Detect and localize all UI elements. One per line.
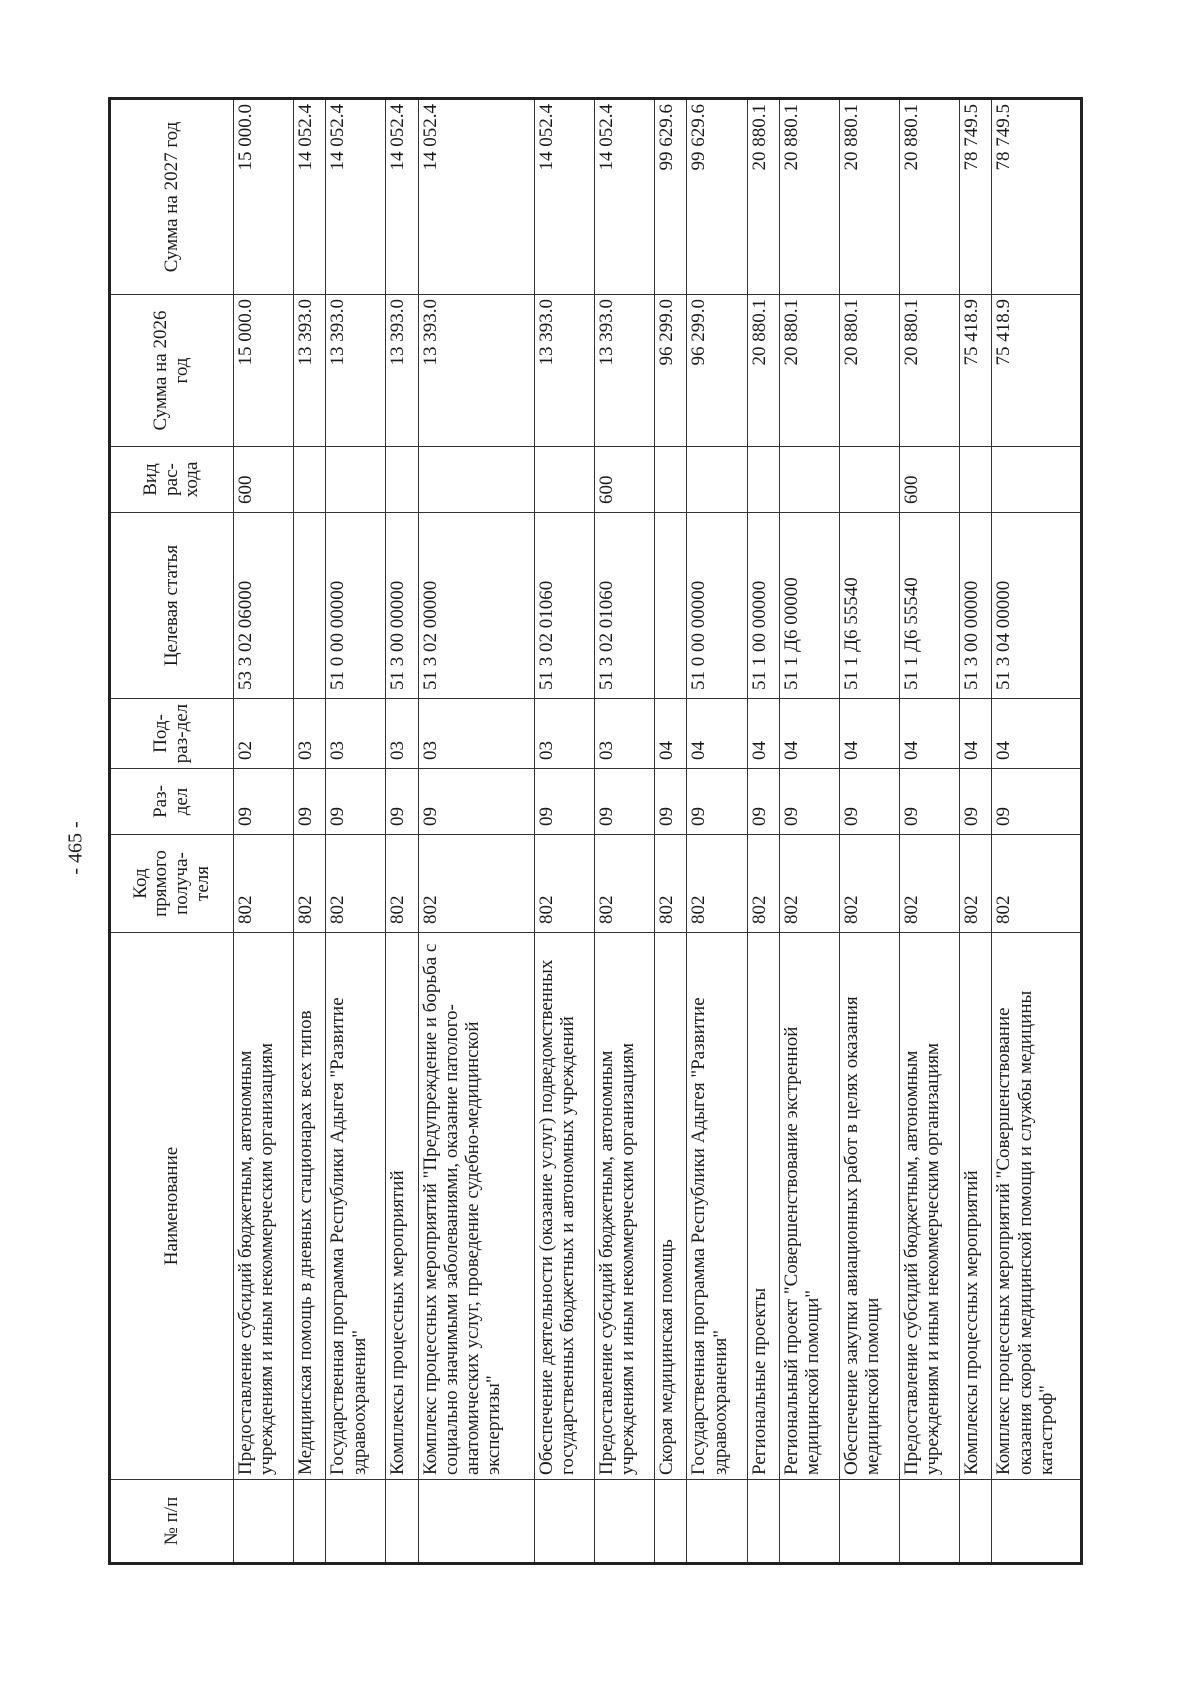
cell-podrazdel: 04 [779,699,839,769]
cell-razdel: 09 [386,769,418,835]
header-vid: Вид рас-хода [110,447,234,513]
cell-vid [992,447,1082,513]
table-row [655,99,687,1564]
cell-razdel: 09 [747,769,779,835]
header-num: № п/п [110,1480,234,1564]
cell-name: Обеспечение закупки авиационных работ в целях оказания медицинской помощи [839,933,899,1480]
cell-vid [326,447,386,513]
cell-sum2026: 13 393.0 [326,295,386,447]
cell-sum2027: 20 880.1 [839,99,899,295]
cell-podrazdel: 03 [294,699,326,769]
cell-sum2026: 20 880.1 [779,295,839,447]
cell-sum2027: 78 749.5 [992,99,1082,295]
cell-sum2027: 20 880.1 [779,99,839,295]
cell-sum2027: 14 052.4 [326,99,386,295]
cell-name: Скорая медицинская помощь [655,933,687,1480]
cell-target: 51 3 02 00000 [418,513,534,699]
cell-code: 802 [386,835,418,933]
cell-num [747,1480,779,1564]
cell-sum2026: 13 393.0 [294,295,326,447]
cell-num [655,1480,687,1564]
table-row [687,99,747,1564]
cell-code: 802 [747,835,779,933]
cell-sum2027: 20 880.1 [900,99,960,295]
cell-vid: 600 [234,447,294,513]
cell-code: 802 [960,835,992,933]
cell-sum2026: 75 418.9 [992,295,1082,447]
cell-sum2026: 13 393.0 [418,295,534,447]
cell-razdel: 09 [779,769,839,835]
cell-num [839,1480,899,1564]
cell-vid [386,447,418,513]
cell-sum2027: 14 052.4 [595,99,655,295]
cell-podrazdel: 04 [900,699,960,769]
cell-razdel: 09 [326,769,386,835]
cell-razdel: 09 [534,769,594,835]
table-row [747,99,779,1564]
cell-code: 802 [839,835,899,933]
cell-code: 802 [779,835,839,933]
cell-podrazdel: 02 [234,699,294,769]
cell-vid: 600 [900,447,960,513]
cell-code: 802 [234,835,294,933]
cell-sum2026: 15 000.0 [234,295,294,447]
cell-target: 51 1 00 00000 [747,513,779,699]
cell-vid [960,447,992,513]
table-row [294,99,326,1564]
cell-razdel: 09 [595,769,655,835]
cell-razdel: 09 [655,769,687,835]
cell-razdel: 09 [234,769,294,835]
cell-code: 802 [655,835,687,933]
cell-podrazdel: 03 [595,699,655,769]
cell-vid [534,447,594,513]
cell-num [992,1480,1082,1564]
cell-target [655,513,687,699]
cell-target: 53 3 02 06000 [234,513,294,699]
cell-name: Предоставление субсидий бюджетным, автономным учреждениям и иным некоммерческим организациям [900,933,960,1480]
cell-name: Государственная программа Республики Адыгея "Развитие здравоохранения" [687,933,747,1480]
cell-target: 51 1 Д6 00000 [779,513,839,699]
cell-podrazdel: 04 [960,699,992,769]
page-number: - 465 - [64,821,87,875]
cell-sum2026: 96 299.0 [687,295,747,447]
header-code: Код прямого получа-теля [110,835,234,933]
cell-podrazdel: 04 [992,699,1082,769]
cell-name: Обеспечение деятельности (оказание услуг) подведомственных государственных бюджетных и автономных учреждений [534,933,594,1480]
table-body [234,99,1082,1564]
budget-table-container [108,100,1083,1565]
cell-sum2026: 13 393.0 [386,295,418,447]
header-name: Наименование [110,933,234,1480]
cell-razdel: 09 [294,769,326,835]
cell-target: 51 3 02 01060 [595,513,655,699]
cell-podrazdel: 04 [687,699,747,769]
cell-num [534,1480,594,1564]
table-row [960,99,992,1564]
table-row [900,99,960,1564]
table-row [779,99,839,1564]
cell-sum2026: 75 418.9 [960,295,992,447]
cell-num [294,1480,326,1564]
cell-sum2027: 99 629.6 [655,99,687,295]
cell-sum2026: 13 393.0 [534,295,594,447]
cell-razdel: 09 [960,769,992,835]
cell-target [294,513,326,699]
table-row [234,99,294,1564]
header-razdel: Раз-дел [110,769,234,835]
cell-sum2027: 20 880.1 [747,99,779,295]
cell-razdel: 09 [839,769,899,835]
cell-num [418,1480,534,1564]
cell-num [234,1480,294,1564]
header-podrazdel: Под-раз-дел [110,699,234,769]
cell-num [595,1480,655,1564]
header-sum2026: Сумма на 2026 год [110,295,234,447]
cell-target: 51 1 Д6 55540 [900,513,960,699]
table-row [595,99,655,1564]
cell-code: 802 [900,835,960,933]
cell-razdel: 09 [992,769,1082,835]
cell-podrazdel: 04 [655,699,687,769]
cell-sum2027: 15 000.0 [234,99,294,295]
cell-target: 51 3 00 00000 [960,513,992,699]
cell-podrazdel: 03 [418,699,534,769]
cell-num [900,1480,960,1564]
cell-target: 51 3 02 01060 [534,513,594,699]
cell-code: 802 [992,835,1082,933]
cell-target: 51 1 Д6 55540 [839,513,899,699]
table-header-row [110,99,234,1564]
cell-sum2027: 14 052.4 [386,99,418,295]
cell-name: Региональные проекты [747,933,779,1480]
table-row [326,99,386,1564]
budget-table [108,97,1083,1565]
cell-vid [655,447,687,513]
cell-vid [418,447,534,513]
cell-name: Комплексы процессных мероприятий [386,933,418,1480]
cell-sum2027: 78 749.5 [960,99,992,295]
cell-sum2026: 20 880.1 [900,295,960,447]
cell-target: 51 3 04 00000 [992,513,1082,699]
cell-razdel: 09 [687,769,747,835]
cell-name: Комплекс процессных мероприятий "Предупреждение и борьба с социально значимыми заболеваниями, оказание патолого-анатомических услуг, проведение судебно-медицинской экспертизы" [418,933,534,1480]
table-row [839,99,899,1564]
cell-name: Предоставление субсидий бюджетным, автономным учреждениям и иным некоммерческим организациям [234,933,294,1480]
cell-podrazdel: 03 [534,699,594,769]
cell-podrazdel: 03 [326,699,386,769]
cell-sum2027: 14 052.4 [294,99,326,295]
cell-sum2027: 14 052.4 [534,99,594,295]
cell-code: 802 [326,835,386,933]
cell-vid [687,447,747,513]
cell-code: 802 [595,835,655,933]
table-row [992,99,1082,1564]
header-sum2027: Сумма на 2027 год [110,99,234,295]
cell-target: 51 0 00 00000 [687,513,747,699]
cell-num [326,1480,386,1564]
header-target: Целевая статья [110,513,234,699]
table-row [386,99,418,1564]
cell-razdel: 09 [418,769,534,835]
cell-sum2026: 96 299.0 [655,295,687,447]
cell-num [687,1480,747,1564]
cell-sum2027: 14 052.4 [418,99,534,295]
cell-code: 802 [687,835,747,933]
cell-name: Государственная программа Республики Адыгея "Развитие здравоохранения" [326,933,386,1480]
cell-vid: 600 [595,447,655,513]
cell-name: Комплексы процессных мероприятий [960,933,992,1480]
cell-name: Комплекс процессных мероприятий "Совершенствование оказания скорой медицинской помощи и службы медицины катастроф" [992,933,1082,1480]
cell-target: 51 3 00 00000 [386,513,418,699]
cell-code: 802 [418,835,534,933]
table-row [534,99,594,1564]
cell-sum2026: 20 880.1 [747,295,779,447]
cell-podrazdel: 03 [386,699,418,769]
cell-num [386,1480,418,1564]
cell-podrazdel: 04 [839,699,899,769]
table-row [418,99,534,1564]
cell-sum2027: 99 629.6 [687,99,747,295]
cell-num [779,1480,839,1564]
cell-name: Медицинская помощь в дневных стационарах всех типов [294,933,326,1480]
cell-vid [747,447,779,513]
cell-vid [839,447,899,513]
cell-razdel: 09 [900,769,960,835]
cell-num [960,1480,992,1564]
cell-code: 802 [534,835,594,933]
cell-target: 51 0 00 00000 [326,513,386,699]
cell-sum2026: 20 880.1 [839,295,899,447]
cell-vid [294,447,326,513]
cell-name: Региональный проект "Совершенствование экстренной медицинской помощи" [779,933,839,1480]
cell-name: Предоставление субсидий бюджетным, автономным учреждениям и иным некоммерческим организациям [595,933,655,1480]
cell-sum2026: 13 393.0 [595,295,655,447]
cell-code: 802 [294,835,326,933]
cell-vid [779,447,839,513]
cell-podrazdel: 04 [747,699,779,769]
